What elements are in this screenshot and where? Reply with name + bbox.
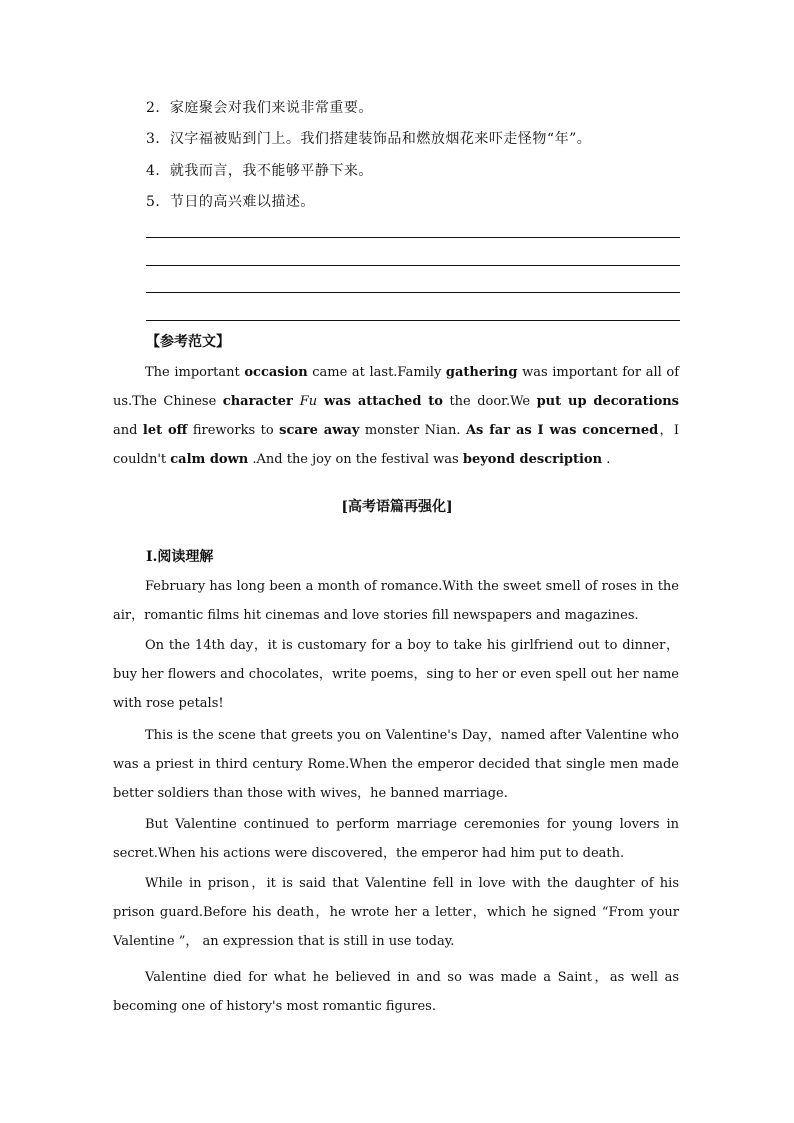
passage-paragraph: While in prison，it is said that Valentine fell in love with the daughter of his prison guard.Before his death，he wrote her a letter，which he signed “From your Valentine ”， an expression that is still in use today. [113, 876, 679, 949]
numbered-item-5: 5．节日的高兴难以描述。 [146, 194, 315, 210]
numbered-item-2: 2．家庭聚会对我们来说非常重要。 [146, 100, 373, 116]
section-title: [高考语篇再强化] [341, 499, 453, 515]
answer-line-2 [146, 265, 680, 266]
answer-line-3 [146, 292, 680, 293]
answer-line-4 [146, 320, 680, 321]
answer-line-1 [146, 237, 680, 238]
sample-essay: The important occasion came at last.Family gathering was important for all of us.The Chinese character Fu was attached to the door.We put up decorations and let off fireworks to scare away monster Nian. As far as I was concerned，I couldn't calm down .And the joy on the festival was beyond description . [113, 365, 680, 467]
passage-paragraph: This is the scene that greets you on Valentine's Day，named after Valentine who was a priest in third century Rome.When the emperor decided that single men made better soldiers than those with wives，he banned marriage. [113, 728, 679, 801]
numbered-item-3: 3．汉字福被贴到门上。我们搭建装饰品和燃放烟花来吓走怪物“年”。 [146, 131, 592, 147]
reading-label: Ⅰ.阅读理解 [146, 549, 214, 565]
sample-heading: 【参考范文】 [146, 334, 230, 350]
numbered-item-4: 4．就我而言，我不能够平静下来。 [146, 163, 373, 179]
passage-paragraph: Valentine died for what he believed in and so was made a Saint，as well as becoming one of history's most romantic figures. [113, 970, 679, 1014]
passage-paragraph: February has long been a month of romance.With the sweet smell of roses in the air，romantic films hit cinemas and love stories fill newspapers and magazines. [113, 579, 679, 623]
passage-paragraph: But Valentine continued to perform marriage ceremonies for young lovers in secret.When his actions were discovered，the emperor had him put to death. [113, 817, 679, 861]
passage-paragraph: On the 14th day，it is customary for a boy to take his girlfriend out to dinner，buy her flowers and chocolates，write poems，sing to her or even spell out her name with rose petals! [113, 638, 679, 711]
